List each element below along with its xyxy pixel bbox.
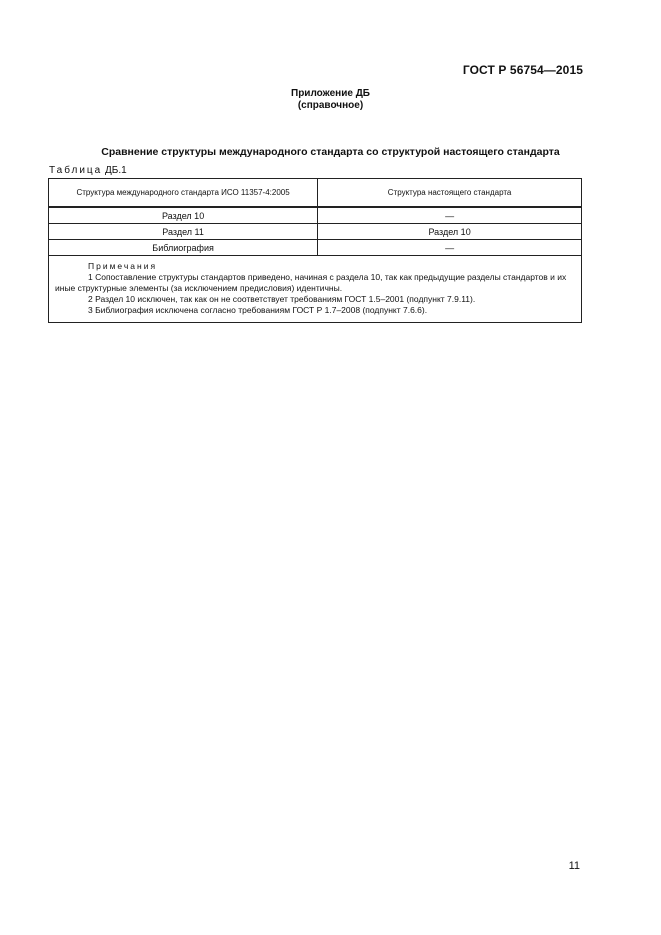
table-row bbox=[49, 224, 582, 240]
table-cell: Раздел 10 bbox=[49, 207, 318, 224]
table-caption bbox=[49, 165, 127, 176]
notes-label: Примечания bbox=[88, 261, 158, 271]
annex-title bbox=[0, 88, 661, 112]
table-cell: Раздел 10 bbox=[318, 224, 582, 240]
table-row bbox=[49, 207, 582, 224]
page-number: 11 bbox=[568, 860, 580, 872]
column-header-national: Структура настоящего стандарта bbox=[318, 179, 582, 208]
table-row bbox=[49, 240, 582, 256]
section-heading: Сравнение структуры международного стандарта со структурой настоящего стандарта bbox=[101, 146, 560, 158]
annex-title-label: Приложение ДБ bbox=[291, 88, 370, 99]
table-cell: — bbox=[318, 240, 582, 256]
annex-subtitle: (справочное) bbox=[297, 100, 364, 111]
note-item: 1 Сопоставление структуры стандартов приведено, начиная с раздела 10, так как предыдущие разделы стандартов и их иные структурные элементы (за исключением предисловия) идентичны. bbox=[55, 272, 567, 293]
note-item: 2 Раздел 10 исключен, так как он не соответствует требованиям ГОСТ 1.5–2001 (подпункт 7.9.11). bbox=[88, 294, 476, 304]
table-cell: Библиография bbox=[49, 240, 318, 256]
document-code: ГОСТ Р 56754—2015 bbox=[462, 63, 583, 77]
table-caption-word: Таблица bbox=[49, 165, 103, 176]
note-item: 3 Библиография исключена согласно требованиям ГОСТ Р 1.7–2008 (подпункт 7.6.6). bbox=[88, 305, 428, 315]
table-cell: Раздел 11 bbox=[49, 224, 318, 240]
table-header-row bbox=[49, 179, 582, 208]
comparison-table bbox=[48, 178, 582, 323]
column-header-international: Структура международного стандарта ИСО 11357-4:2005 bbox=[49, 179, 318, 208]
table-notes-row bbox=[49, 256, 582, 323]
table-notes bbox=[49, 256, 582, 323]
table-caption-number: ДБ.1 bbox=[105, 165, 127, 176]
table-cell: — bbox=[318, 207, 582, 224]
